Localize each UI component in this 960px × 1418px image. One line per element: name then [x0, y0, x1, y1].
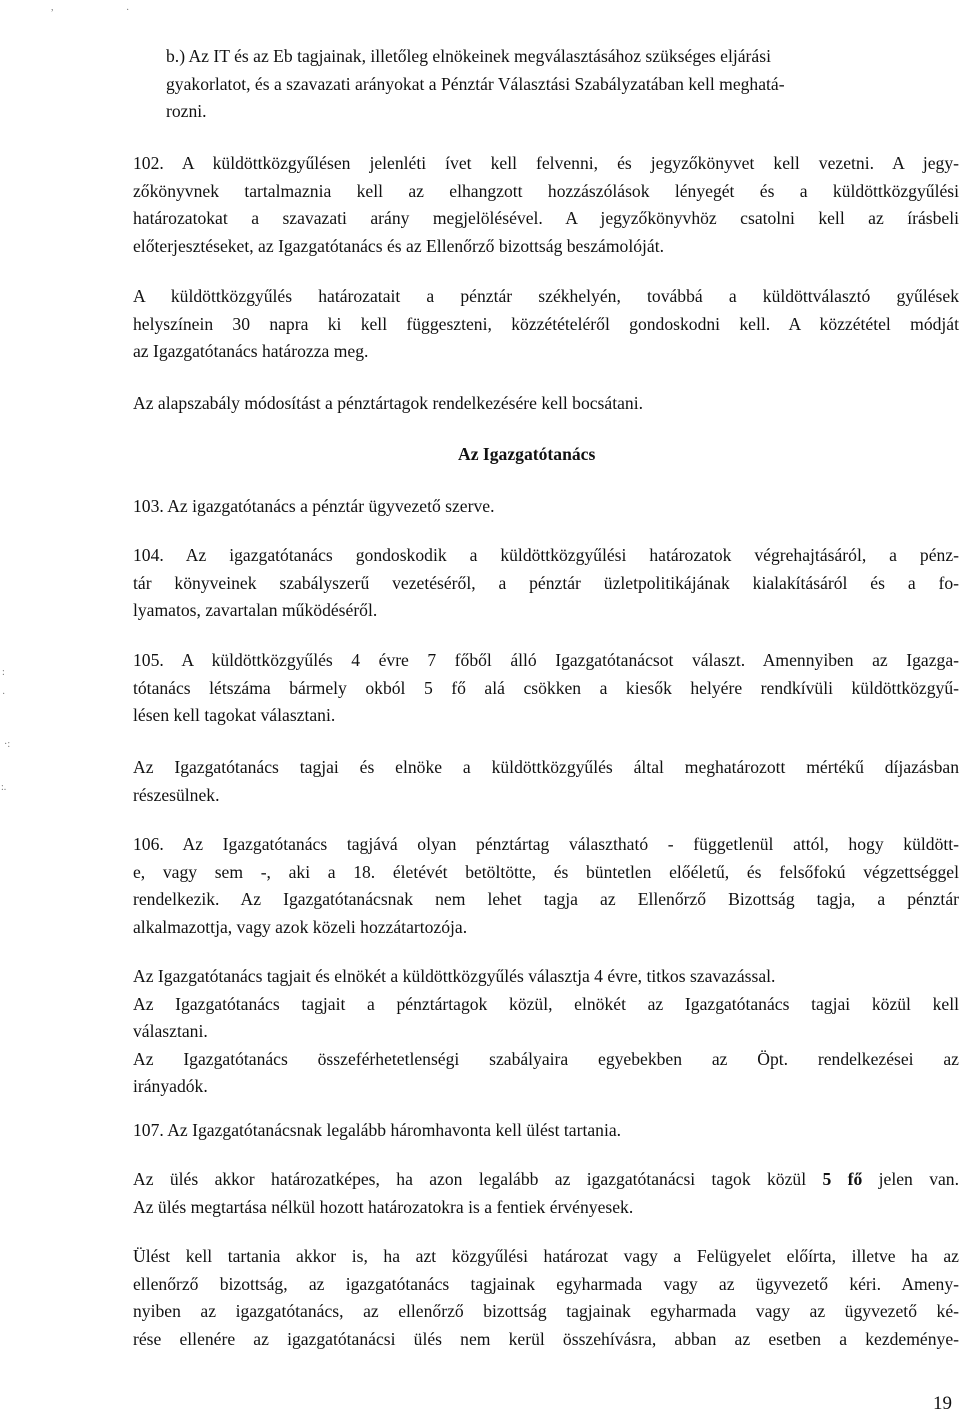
text-line: Az Igazgatótanács tagjait és elnökét a küldöttközgyűlés választja 4 évre, titkos szavazással.	[133, 966, 776, 986]
quorum-text-end: jelen van.	[862, 1169, 959, 1189]
text-line: Az Igazgatótanács tagjait a pénztártagok közül, elnökét az Igazgatótanács tagjai közül kell	[133, 993, 959, 1014]
text-line: 105. A küldöttközgyűlés 4 évre 7 főből álló Igazgatótanácsot választ. Amennyiben az Igazga-	[133, 650, 959, 670]
scan-speck: ,	[51, 2, 54, 13]
section-heading: Az Igazgatótanács	[458, 444, 596, 464]
text-line: 107. Az Igazgatótanácsnak legalább háromhavonta kell ülést tartania.	[133, 1120, 622, 1140]
text-line	[133, 1166, 959, 1194]
text-line: b.) Az IT és az Eb tagjainak, illetőleg elnökeinek megválasztásához szükséges eljárási	[166, 46, 771, 66]
text-line: lésen kell tagokat választani.	[133, 705, 336, 725]
scan-speck: ·	[2, 689, 6, 700]
text-line: ellenőrző bizottság, az igazgatótanács tagjainak egyharmada vagy az ügyvezető kéri. Ameny-	[133, 1273, 959, 1294]
text-line: 104. Az igazgatótanács gondoskodik a küldöttközgyűlési határozatok végrehajtásáról, a pénz-	[133, 545, 959, 565]
text-line: 106. Az Igazgatótanács tagjává olyan pénztártag választható - függetlenül attól, hogy küldött-	[133, 834, 959, 854]
text-line: rozni.	[166, 101, 207, 121]
text-line: e, vagy sem -, aki a 18. életévét betöltötte, és büntetlen előéletű, és felsőfokú végzettséggel	[133, 861, 959, 882]
text-line: Az Igazgatótanács összeférhetetlenségi szabályaira egyebekben az Öpt. rendelkezései az	[133, 1048, 959, 1069]
text-line: irányadók.	[133, 1076, 208, 1096]
text-line: nyiben az igazgatótanács, az ellenőrző bizottság tagjainak egyharmada vagy az ügyvezető ké-	[133, 1301, 959, 1321]
paragraph-107	[133, 1117, 959, 1145]
text-line: részesülnek.	[133, 784, 220, 805]
text-line: A küldöttközgyűlés határozatait a pénztár székhelyén, továbbá a küldöttválasztó gyűlések	[133, 286, 959, 306]
text-line: helyszínein 30 napra ki kell függeszteni, közzétételéről gondoskodni kell. A közzététel módját	[133, 313, 959, 334]
text-line: alkalmazottja, vagy azok közeli hozzátartozója.	[133, 916, 468, 937]
text-line: tótanács létszáma bármely okból 5 fő alá csökken a kiesők helyére rendkívüli küldöttközgyű-	[133, 677, 959, 698]
paragraph-amendment	[133, 390, 959, 418]
scan-speck: :.	[1, 782, 7, 793]
quorum-count: 5 fő	[822, 1169, 863, 1189]
paragraph-105	[133, 647, 959, 730]
paragraph-102	[133, 150, 959, 260]
text-line: rendelkezik. Az Igazgatótanácsnak nem lehet tagja az Ellenőrző Bizottság tagja, a pénztár	[133, 889, 959, 909]
text-line: zőkönyvnek tartalmaznia kell az elhangzott hozzászólások lényegét és a küldöttközgyűlési	[133, 180, 959, 201]
paragraph-106	[133, 831, 959, 941]
text-line: tár könyveinek szabályszerű vezetéséről, a pénztár üzletpolitikájának kialakításáról és a fo-	[133, 572, 959, 593]
text-line: Ülést kell tartania akkor is, ha azt közgyűlési határozat vagy a Felügyelet előírta, illetve ha az	[133, 1246, 959, 1266]
page-number: 19	[933, 1393, 952, 1414]
paragraph-quorum	[133, 1166, 959, 1221]
scan-speck: ·	[126, 5, 130, 16]
text-line: gyakorlatot, és a szavazati arányokat a Pénztár Választási Szabályzatában kell meghatá-	[166, 73, 785, 94]
text-line: Az ülés megtartása nélkül hozott határozatokra is a fentiek érvényesek.	[133, 1196, 634, 1217]
text-line: 102. A küldöttközgyűlésen jelenléti ívet kell felvenni, és jegyzőkönyvet kell vezetni. A jegy-	[133, 153, 959, 173]
text-line: rése ellenére az igazgatótanácsi ülés nem kerül összehívásra, abban az esetben a kezdeménye-	[133, 1328, 959, 1349]
text-line: lyamatos, zavartalan működéséről.	[133, 600, 378, 620]
paragraph-election	[133, 963, 959, 1101]
item-b	[166, 43, 959, 126]
text-line: az Igazgatótanács határozza meg.	[133, 341, 369, 361]
paragraph-104	[133, 542, 959, 625]
paragraph-remuneration	[133, 754, 959, 809]
text-line: előterjesztéseket, az Igazgatótanács és az Ellenőrző bizottság beszámolóját.	[133, 235, 664, 256]
scan-speck: :	[2, 667, 5, 678]
text-line: Az alapszabály módosítást a pénztártagok rendelkezésére kell bocsátani.	[133, 393, 643, 413]
text-line: választani.	[133, 1021, 208, 1041]
paragraph-103	[133, 493, 959, 521]
paragraph-meeting	[133, 1243, 959, 1353]
text-line: Az Igazgatótanács tagjai és elnöke a küldöttközgyűlés által meghatározott mértékű díjazásban	[133, 757, 959, 777]
text-line: 103. Az igazgatótanács a pénztár ügyvezető szerve.	[133, 496, 495, 516]
scan-speck: ·:	[4, 739, 11, 750]
quorum-text: Az ülés akkor határozatképes, ha azon legalább az igazgatótanácsi tagok közül	[133, 1169, 823, 1189]
text-line: határozatokat a szavazati arány megjelölésével. A jegyzőkönyvhöz csatolni kell az írásbeli	[133, 208, 959, 228]
paragraph-publication	[133, 283, 959, 366]
